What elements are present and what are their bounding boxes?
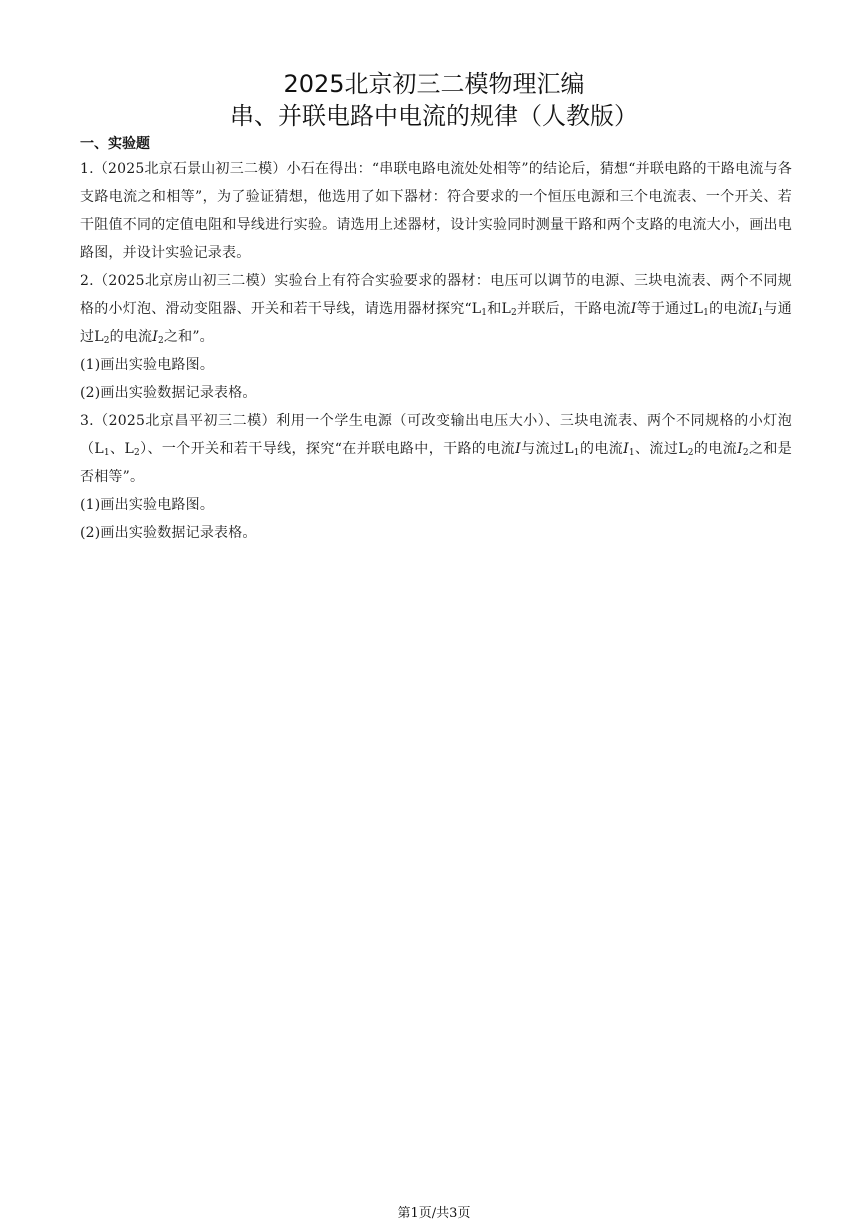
question-source: （2025北京房山初三二模） bbox=[93, 273, 275, 289]
subscript: 1 bbox=[703, 308, 710, 318]
question-text: 的电流 bbox=[709, 301, 752, 317]
question-2-part-2: (2)画出实验数据记录表格。 bbox=[80, 385, 257, 401]
question-number: 2. bbox=[80, 273, 94, 289]
question-text: 之和”。 bbox=[163, 329, 214, 345]
question-number: 1. bbox=[80, 161, 94, 177]
subscript: 2 bbox=[103, 336, 110, 346]
section-heading: 一、实验题 bbox=[80, 136, 150, 152]
question-text: 和L bbox=[487, 301, 512, 317]
question-text: 、流过L bbox=[634, 441, 688, 457]
subscript: 2 bbox=[133, 448, 140, 458]
subscript: 2 bbox=[157, 336, 164, 346]
subscript: 2 bbox=[687, 448, 694, 458]
questions-body bbox=[80, 155, 792, 547]
document-title: 2025北京初三二模物理汇编 bbox=[283, 70, 585, 98]
question-text: ）、一个开关和若干导线，探究“在并联电路中，干路的电流 bbox=[139, 441, 516, 457]
question-3 bbox=[80, 407, 792, 491]
variable: I bbox=[623, 441, 629, 457]
question-source: （2025北京石景山初三二模） bbox=[93, 161, 287, 177]
document-subtitle: 串、并联电路中电流的规律（人教版） bbox=[230, 102, 638, 130]
subscript: 1 bbox=[103, 448, 110, 458]
variable: I bbox=[630, 301, 637, 317]
question-text: 与通过L bbox=[80, 301, 792, 345]
question-source: （2025北京昌平初三二模） bbox=[93, 413, 277, 429]
question-text: 、L bbox=[109, 441, 134, 457]
subscript: 1 bbox=[481, 308, 488, 318]
question-text: 之和是否相等”。 bbox=[80, 441, 792, 485]
question-1 bbox=[80, 155, 792, 267]
subscript: 2 bbox=[511, 308, 517, 318]
question-text: 的电流 bbox=[693, 441, 738, 457]
subscript: 1 bbox=[757, 308, 764, 318]
question-text: 与流过L bbox=[520, 441, 574, 457]
question-text: 等于通过L bbox=[636, 301, 704, 317]
variable: I bbox=[152, 329, 158, 345]
question-text: 并联后，干路电流 bbox=[516, 301, 631, 317]
variable: I bbox=[751, 301, 758, 317]
question-text: 的电流 bbox=[579, 441, 624, 457]
question-text: 小石在得出：“串联电路电流处处相等”的结论后，猜想“并联电路的干路电流与各支路电流之和相等”，为了验证猜想，他选用了如下器材：符合要求的一个恒压电源和三个电流表、一个开关、若干阻值不同的定值电阻和导线进行实验。请选用上述器材，设计实验同时测量干路和两个支路的电流大小，画出电路图，并设计实验记录表。 bbox=[80, 161, 792, 261]
page-number: 第1页/共3页 bbox=[397, 1206, 471, 1221]
question-text: 利用一个学生电源（可改变输出电压大小）、三块电流表、两个不同规格的小灯泡（L bbox=[80, 413, 792, 457]
question-3-part-2: (2)画出实验数据记录表格。 bbox=[80, 525, 257, 541]
subscript: 1 bbox=[573, 448, 580, 458]
question-text: 的电流 bbox=[109, 329, 153, 345]
variable: I bbox=[737, 441, 743, 457]
question-text: 实验台上有符合实验要求的器材：电压可以调节的电源、三块电流表、两个不同规格的小灯泡、滑动变阻器、开关和若干导线，请选用器材探究“L bbox=[80, 273, 792, 317]
variable: I bbox=[515, 441, 521, 457]
question-number: 3. bbox=[80, 413, 94, 429]
question-3-part-1: (1)画出实验电路图。 bbox=[80, 497, 215, 513]
question-2 bbox=[80, 267, 792, 351]
question-2-part-1: (1)画出实验电路图。 bbox=[80, 357, 215, 373]
subscript: 2 bbox=[742, 448, 749, 458]
subscript: 1 bbox=[628, 448, 635, 458]
